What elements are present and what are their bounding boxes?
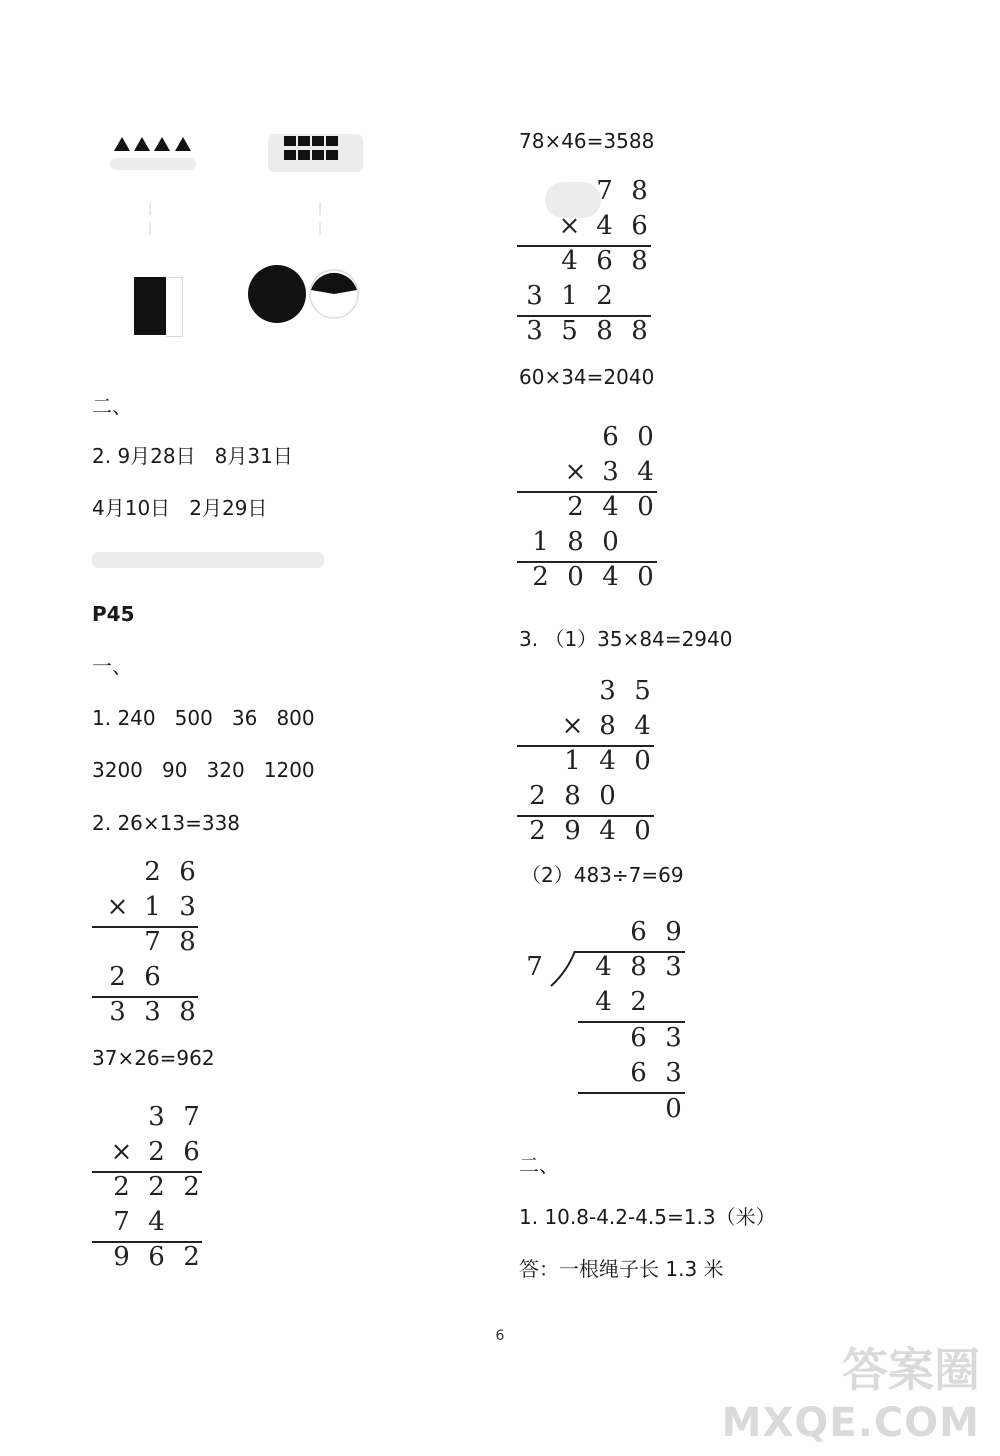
calc-digit: 4 xyxy=(148,1207,165,1237)
calc-digit: 4 xyxy=(599,746,616,776)
calc-digit: 1 xyxy=(532,527,549,557)
calc-digit: 4 xyxy=(602,492,619,522)
calc-digit: 0 xyxy=(634,816,651,846)
calc-digit: 3 xyxy=(526,316,543,346)
calc-digit: 2 xyxy=(113,1172,130,1202)
calc-digit: 3 xyxy=(148,1102,165,1132)
eq-60x34: 60×34=2040 xyxy=(519,365,655,389)
calc-rule xyxy=(517,815,654,817)
division-bracket xyxy=(548,950,578,990)
square-shape xyxy=(284,150,296,160)
calc-digit: 9 xyxy=(564,816,581,846)
step-digit: 6 xyxy=(630,1058,647,1088)
step-digit: 2 xyxy=(630,987,647,1017)
calc-digit: 3 xyxy=(602,457,619,487)
faded-mark: | xyxy=(318,221,323,235)
eq-37x26: 37×26=962 xyxy=(92,1046,215,1070)
calc-digit: 1 xyxy=(564,746,581,776)
remainder-digit: 0 xyxy=(665,1094,682,1124)
calc-digit: 2 xyxy=(596,281,613,311)
calc-digit: 3 xyxy=(144,997,161,1027)
dividend-digit: 4 xyxy=(595,952,612,982)
answer-1-equation: 1. 10.8-4.2-4.5=1.3（米） xyxy=(519,1205,776,1229)
calc-digit: 0 xyxy=(599,781,616,811)
calc-digit: 6 xyxy=(144,962,161,992)
q1-answers-row-2: 3200 90 320 1200 xyxy=(92,758,315,782)
divisor-digit: 7 xyxy=(526,952,543,982)
calc-digit: 4 xyxy=(561,246,578,276)
calc-digit: 3 xyxy=(179,892,196,922)
times-sign: × xyxy=(106,892,129,922)
calc-digit: 0 xyxy=(602,527,619,557)
calc-digit: 8 xyxy=(179,997,196,1027)
calc-rule xyxy=(517,315,651,317)
answer-1-text: 答：一根绳子长 1.3 米 xyxy=(519,1257,724,1281)
calc-rule xyxy=(92,926,198,928)
triangle-shape xyxy=(134,137,150,151)
times-sign: × xyxy=(564,457,587,487)
triangles-figure xyxy=(110,134,200,174)
quotient-digit: 6 xyxy=(630,917,647,947)
calc-rule xyxy=(92,1241,202,1243)
calc-rule xyxy=(92,996,198,998)
square-shape xyxy=(326,150,338,160)
calc-digit: 4 xyxy=(634,711,651,741)
rectangle-figure xyxy=(130,272,190,342)
calc-digit: 4 xyxy=(602,562,619,592)
faded-mark: | xyxy=(148,201,153,215)
square-shape xyxy=(298,150,310,160)
calc-rule xyxy=(92,1171,202,1173)
dates-row-1: 2. 9月28日 8月31日 xyxy=(92,444,293,468)
calc-digit: 6 xyxy=(631,211,648,241)
calc-digit: 3 xyxy=(526,281,543,311)
square-shape xyxy=(326,136,338,146)
calc-digit: 0 xyxy=(637,422,654,452)
calc-digit: 6 xyxy=(179,857,196,887)
calc-rule xyxy=(517,561,657,563)
calc-digit: 2 xyxy=(183,1242,200,1272)
calc-digit: 7 xyxy=(144,927,161,957)
calc-digit: 2 xyxy=(183,1172,200,1202)
dates-row-2: 4月10日 2月29日 xyxy=(92,496,268,520)
calc-digit: 2 xyxy=(148,1137,165,1167)
dividend-digit: 8 xyxy=(630,952,647,982)
calc-digit: 8 xyxy=(631,176,648,206)
dividend-digit: 3 xyxy=(665,952,682,982)
calc-digit: 2 xyxy=(109,962,126,992)
calc-digit: 4 xyxy=(637,457,654,487)
calc-digit: 6 xyxy=(596,246,613,276)
calc-digit: 8 xyxy=(567,527,584,557)
calc-rule xyxy=(517,245,651,247)
calc-digit: 1 xyxy=(144,892,161,922)
faded-box xyxy=(110,158,196,170)
calc-digit: 7 xyxy=(183,1102,200,1132)
calc-digit: 2 xyxy=(529,781,546,811)
calc-digit: 8 xyxy=(179,927,196,957)
circles-svg xyxy=(245,262,370,332)
faded-mark: | xyxy=(318,201,323,215)
page-heading: P45 xyxy=(92,602,135,626)
circles-figure xyxy=(245,262,370,332)
calc-digit: 3 xyxy=(109,997,126,1027)
section-marker-two: 二、 xyxy=(92,394,132,418)
calc-digit: 8 xyxy=(631,246,648,276)
q3-2-label: （2）483÷7=69 xyxy=(521,863,684,887)
q2-label: 2. 26×13=338 xyxy=(92,811,241,835)
calc-digit: 0 xyxy=(634,746,651,776)
squares-figure xyxy=(268,132,378,176)
step-digit: 3 xyxy=(665,1023,682,1053)
calc-rule xyxy=(517,745,654,747)
calc-digit: 5 xyxy=(561,316,578,346)
calc-digit: 2 xyxy=(144,857,161,887)
site-watermark xyxy=(722,1334,980,1446)
calc-digit: 2 xyxy=(567,492,584,522)
step-digit: 4 xyxy=(595,987,612,1017)
calc-digit: 0 xyxy=(637,562,654,592)
calc-digit: 5 xyxy=(634,676,651,706)
q3-1-label: 3. （1）35×84=2940 xyxy=(519,627,733,651)
square-shape xyxy=(298,136,310,146)
calc-digit: 8 xyxy=(599,711,616,741)
calc-digit: 4 xyxy=(599,816,616,846)
page-number: 6 xyxy=(495,1328,505,1344)
times-sign: × xyxy=(558,211,581,241)
eq-78x46: 78×46=3588 xyxy=(519,129,655,153)
calc-digit: 7 xyxy=(113,1207,130,1237)
triangle-shape xyxy=(175,137,191,151)
outlined-rectangle xyxy=(166,277,183,337)
calc-rule xyxy=(517,491,657,493)
faded-fraction-marks xyxy=(140,196,340,246)
calc-digit: 7 xyxy=(596,176,613,206)
quotient-digit: 9 xyxy=(665,917,682,947)
calc-digit: 2 xyxy=(148,1172,165,1202)
calc-digit: 4 xyxy=(596,211,613,241)
calc-digit: 2 xyxy=(532,562,549,592)
calc-digit: 6 xyxy=(148,1242,165,1272)
calc-digit: 1 xyxy=(561,281,578,311)
square-shape xyxy=(284,136,296,146)
square-shape xyxy=(312,150,324,160)
calc-digit: 6 xyxy=(602,422,619,452)
step-digit: 3 xyxy=(665,1058,682,1088)
triangle-shape xyxy=(154,137,170,151)
calc-digit: 8 xyxy=(596,316,613,346)
calc-digit: 3 xyxy=(599,676,616,706)
faded-text-line xyxy=(92,552,324,568)
filled-rectangle xyxy=(134,277,166,335)
section-marker-two-right: 二、 xyxy=(519,1153,559,1177)
watermark-line-1: 答案圈 xyxy=(842,1343,980,1397)
step-digit: 6 xyxy=(630,1023,647,1053)
calc-digit: 6 xyxy=(183,1137,200,1167)
calc-digit: 2 xyxy=(529,816,546,846)
calc-digit: 0 xyxy=(637,492,654,522)
calc-digit: 9 xyxy=(113,1242,130,1272)
square-shape xyxy=(312,136,324,146)
section-marker-one: 一、 xyxy=(92,654,132,678)
calc-digit: 0 xyxy=(567,562,584,592)
watermark-line-2: MXQE.COM xyxy=(721,1400,980,1446)
times-sign: × xyxy=(561,711,584,741)
faded-mark: | xyxy=(148,221,153,235)
calc-digit: 8 xyxy=(564,781,581,811)
triangle-shape xyxy=(114,137,130,151)
calc-digit: 8 xyxy=(631,316,648,346)
q1-answers-row-1: 1. 240 500 36 800 xyxy=(92,706,315,730)
times-sign: × xyxy=(110,1137,133,1167)
